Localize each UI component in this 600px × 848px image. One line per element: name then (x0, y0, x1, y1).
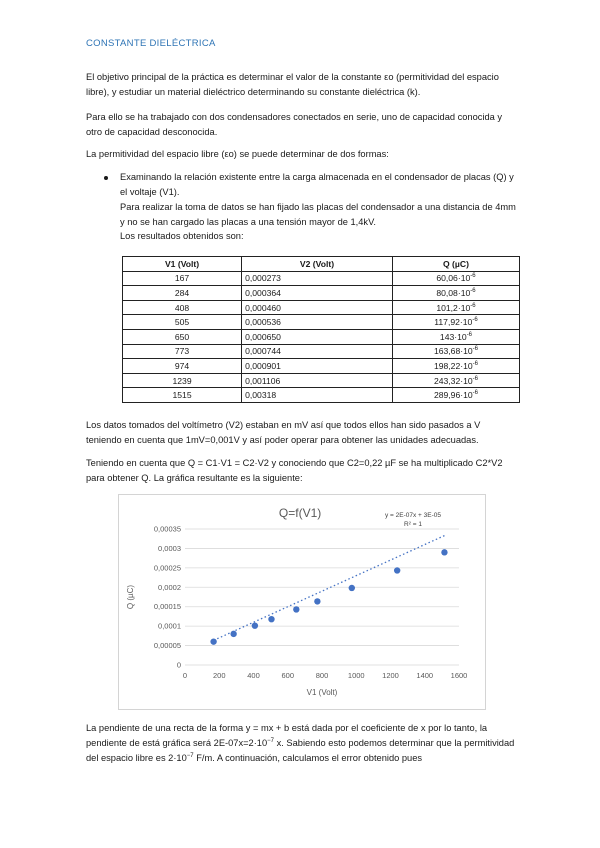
x-tick-label: 800 (315, 671, 329, 680)
header-v1: V1 (Volt) (123, 257, 242, 272)
bullet-point (104, 176, 108, 180)
y-tick-label: 0,00015 (153, 602, 181, 612)
cell-v2 (242, 344, 393, 359)
cell-q (392, 315, 519, 330)
results-table (122, 256, 520, 403)
slope-exponent-1: −7 (267, 737, 274, 744)
x-tick-label: 1200 (382, 671, 399, 680)
cell-v1 (123, 329, 242, 344)
cell-q (392, 359, 519, 374)
table-row (123, 271, 520, 286)
table-row (123, 373, 520, 388)
y-tick-label: 0,00005 (153, 641, 181, 651)
bullet-text: Examinando la relación existente entre la carga almacenada en el condensador de placas (Q) y el voltaje (V1). (120, 172, 514, 197)
cell-v1-value: 1515 (172, 390, 192, 401)
cell-q-value: 143·10 (439, 331, 467, 342)
table-row (123, 359, 520, 374)
scatter-chart (119, 495, 485, 709)
table-row (123, 344, 520, 359)
x-tick-label: 400 (247, 671, 260, 680)
chart-frame (118, 494, 486, 710)
cell-v2-value: 0,000536 (245, 317, 281, 328)
cell-q-value: 117,92·10 (434, 317, 473, 328)
trendline-equation: y = 2E-07x + 3E-05 (384, 512, 442, 519)
cell-v2-value: 0,000650 (245, 331, 281, 342)
cell-q-exponent: -6 (466, 331, 473, 338)
cell-v1-value: 1239 (172, 375, 192, 386)
cell-q-exponent: -6 (470, 302, 476, 309)
cell-v2-value: 0,000273 (245, 273, 281, 284)
data-point (268, 616, 274, 622)
y-tick-label: 0,0001 (158, 621, 181, 631)
cell-v2-value: 0,000460 (245, 302, 281, 313)
paragraph-calculation: Teniendo en cuenta que Q = C1·V1 = C2·V2 y conociendo que C2=0,22 µF se ha multiplicado C2*V2 para obtener Q. La gráfica resultante es la siguiente: (86, 458, 503, 483)
cell-v1-value: 974 (174, 360, 190, 371)
cell-v2 (242, 271, 393, 286)
paragraph-voltmeter: Los datos tomados del voltímetro (V2) estaban en mV así que todos ellos han sido pasados a V teniendo en cuenta que 1mV=0,001V y así poder operar para obtener las unidades adecuadas. (86, 420, 481, 445)
cell-v2 (242, 315, 393, 330)
cell-v1-value: 505 (174, 317, 190, 328)
y-tick-label: 0,0003 (158, 543, 181, 553)
data-point (210, 638, 216, 644)
cell-q (392, 388, 519, 403)
table-body (123, 271, 520, 402)
cell-q-exponent: -6 (472, 346, 478, 353)
cell-q (392, 344, 519, 359)
cell-v2-value: 0,00318 (245, 390, 277, 401)
slope-text-a: La pendiente de una recta de la forma y = mx + b está dada por el coeficiente de x por lo tanto, la pendiente de está gráfica será 2E-07x=2·10 (86, 723, 488, 748)
cell-q-exponent: -6 (472, 390, 478, 397)
section-heading: CONSTANTE DIELÉCTRICA (86, 38, 216, 49)
table-row (123, 315, 520, 330)
cell-v2 (242, 286, 393, 301)
data-point (394, 567, 400, 573)
x-tick-label: 600 (281, 671, 295, 680)
cell-q (392, 373, 519, 388)
cell-q-exponent: -6 (472, 361, 478, 368)
y-tick-label: 0 (176, 660, 181, 670)
data-point (293, 606, 299, 612)
cell-q-value: 60,06·10 (436, 273, 471, 284)
x-tick-label: 1000 (347, 671, 365, 680)
paragraph-slope (86, 721, 518, 766)
slope-exponent-2: −7 (186, 752, 194, 759)
y-axis-title: Q (µC) (126, 584, 135, 610)
header-q: Q (µC) (392, 257, 519, 272)
cell-v2 (242, 359, 393, 374)
bullet-continuation: Para realizar la toma de datos se han fijado las placas del condensador a una distancia de 4mm y no se han cargado las placas a una tensión mayor de 1,4kV. (120, 202, 516, 227)
table-row (123, 329, 520, 344)
cell-q (392, 286, 519, 301)
cell-v1-value: 650 (174, 331, 190, 342)
data-point (441, 549, 447, 555)
cell-v1 (123, 271, 242, 286)
cell-v2-value: 0,000744 (245, 346, 281, 357)
data-point (314, 598, 320, 604)
chart-title: Q=f(V1) (278, 506, 322, 520)
cell-v1 (123, 286, 242, 301)
paragraph-method: Para ello se ha trabajado con dos condensadores conectados en serie, uno de capacidad conocida y otro de capacidad desconocida. (86, 112, 503, 137)
cell-v1 (123, 373, 242, 388)
x-tick-label: 200 (212, 671, 226, 680)
cell-v1 (123, 344, 242, 359)
cell-q (392, 300, 519, 315)
cell-q-value: 289,96·10 (433, 390, 473, 401)
cell-v2 (242, 300, 393, 315)
cell-v2 (242, 329, 393, 344)
slope-text-b: x. Sabiendo esto podemos determinar que la permitividad del espacio libre es 2·10 (86, 738, 515, 763)
cell-q-value: 243,32·10 (433, 375, 473, 386)
cell-v2 (242, 388, 393, 403)
cell-q-exponent: -6 (470, 288, 476, 295)
data-point (349, 585, 355, 591)
cell-v1-value: 284 (174, 287, 190, 298)
cell-v1 (123, 315, 242, 330)
cell-q-value: 163,68·10 (433, 346, 473, 357)
cell-v2-value: 0,000364 (245, 287, 281, 298)
table-row (123, 388, 520, 403)
cell-q-value: 101,2·10 (436, 302, 471, 313)
trendline-r2: R² = 1 (404, 521, 422, 528)
trendline (214, 536, 445, 641)
slope-text-c: F/m. A continuación, calculamos el error obtenido pues (193, 753, 423, 763)
cell-v1-value: 773 (174, 346, 190, 357)
cell-v1 (123, 388, 242, 403)
cell-q (392, 329, 519, 344)
results-intro: Los resultados obtenidos son: (120, 231, 244, 241)
cell-v1-value: 408 (174, 302, 190, 313)
cell-v2 (242, 373, 393, 388)
cell-q-value: 80,08·10 (436, 287, 471, 298)
cell-q-exponent: -6 (472, 375, 478, 382)
table-row (123, 286, 520, 301)
cell-q-value: 198,22·10 (433, 360, 473, 371)
x-tick-label: 0 (182, 671, 188, 680)
cell-q-exponent: -6 (470, 273, 476, 280)
cell-v1-value: 167 (174, 273, 190, 284)
cell-q (392, 271, 519, 286)
data-point (230, 631, 236, 637)
y-tick-label: 0,0002 (158, 582, 181, 592)
y-tick-label: 0,00035 (153, 524, 181, 534)
table-header-row (123, 257, 520, 272)
cell-v1 (123, 300, 242, 315)
paragraph-objective: El objetivo principal de la práctica es determinar el valor de la constante εo (permitividad del espacio libre), y estudiar un material dieléctrico determinando su constante dieléctrica (k). (86, 72, 499, 97)
x-axis-title: V1 (Volt) (306, 688, 338, 697)
paragraph-permittivity: La permitividad del espacio libre (εo) se puede determinar de dos formas: (86, 149, 389, 159)
cell-v2-value: 0,000901 (245, 360, 281, 371)
x-tick-label: 1400 (416, 671, 434, 680)
header-v2: V2 (Volt) (242, 257, 393, 272)
cell-q-exponent: -6 (472, 317, 478, 324)
y-tick-label: 0,00025 (153, 563, 181, 573)
table-row (123, 300, 520, 315)
x-tick-label: 1600 (450, 671, 468, 680)
data-point (252, 622, 258, 628)
cell-v1 (123, 359, 242, 374)
cell-v2-value: 0,001106 (245, 375, 281, 386)
